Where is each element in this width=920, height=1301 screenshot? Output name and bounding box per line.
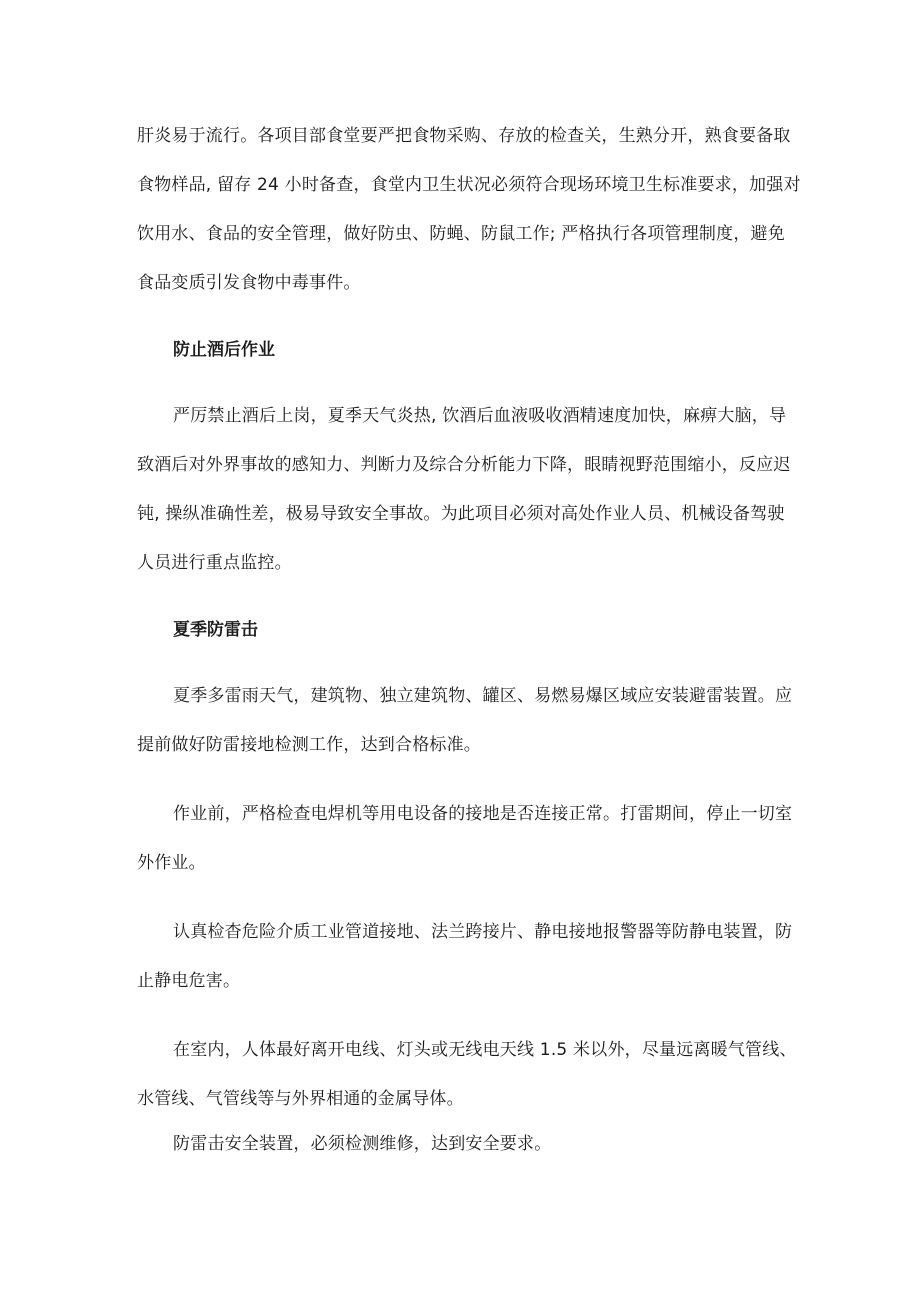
paragraph-line: 外作业。 <box>137 853 206 873</box>
paragraph-line: 食物样品, 留存 24 小时备查，食堂内卫生状况必须符合现场环境卫生标准要求，加强对 <box>137 175 801 195</box>
paragraph-lightning-devices <box>137 672 792 770</box>
paragraph-line: 止静电危害。 <box>137 971 241 991</box>
paragraph-line: 饮用水、食品的安全管理，做好防虫、防蝇、防鼠工作; 严格执行各项管理制度，避免 <box>137 224 785 244</box>
paragraph-line: 食品变质引发食物中毒事件。 <box>137 273 361 293</box>
paragraph-line: 提前做好防雷接地检测工作，达到合格标准。 <box>137 735 481 755</box>
paragraph-indoor-safety <box>137 1026 797 1124</box>
paragraph-line: 认真检杳危险介质工业管道接地、法兰跨接片、静电接地报警器等防静电装置，防 <box>173 922 793 942</box>
paragraph-equipment-grounding <box>137 790 792 888</box>
paragraph-line: 水管线、气管线等与外界相通的金属导体。 <box>137 1089 464 1109</box>
paragraph-line: 致酒后对外界事故的感知力、判断力及综合分析能力下降，眼睛视野范围缩小，反应迟 <box>137 455 791 475</box>
paragraph-line: 作业前，严格检查电焊机等用电设备的接地是否连接正常。打雷期间，停止一切室 <box>173 804 793 824</box>
paragraph-line: 严厉禁止酒后上岗，夏季天气炎热, 饮酒后血液吸收酒精速度加快，麻痹大脑，导 <box>173 406 787 426</box>
paragraph-line: 肝炎易于流行。各项目部食堂要严把食物采购、存放的检查关，生熟分开，熟食要备取 <box>137 126 791 146</box>
paragraph-no-drinking <box>137 392 792 588</box>
paragraph-line: 人员进行重点监控。 <box>137 553 292 573</box>
paragraph-device-maintenance <box>137 1120 792 1169</box>
paragraph-canteen-hygiene <box>137 112 801 308</box>
heading-no-drinking: 防止酒后作业 <box>173 340 275 360</box>
paragraph-line: 在室内，人体最好离开电线、灯头或无线电天线 1.5 米以外，尽量远离暖气管线、 <box>173 1040 797 1060</box>
paragraph-line: 钝, 操纵准确性差，极易导致安全事故。为此项目必须对高处作业人员、机械设备驾驶 <box>137 504 785 524</box>
heading-lightning-protection: 夏季防雷击 <box>173 620 258 640</box>
paragraph-line: 夏季多雷雨天气，建筑物、独立建筑物、罐区、易燃易爆区域应安装避雷装置。应 <box>173 686 793 706</box>
paragraph-line: 防雷击安全装置，必须检测维修，达到安全要求。 <box>173 1134 552 1154</box>
paragraph-static-protection <box>137 908 792 1006</box>
